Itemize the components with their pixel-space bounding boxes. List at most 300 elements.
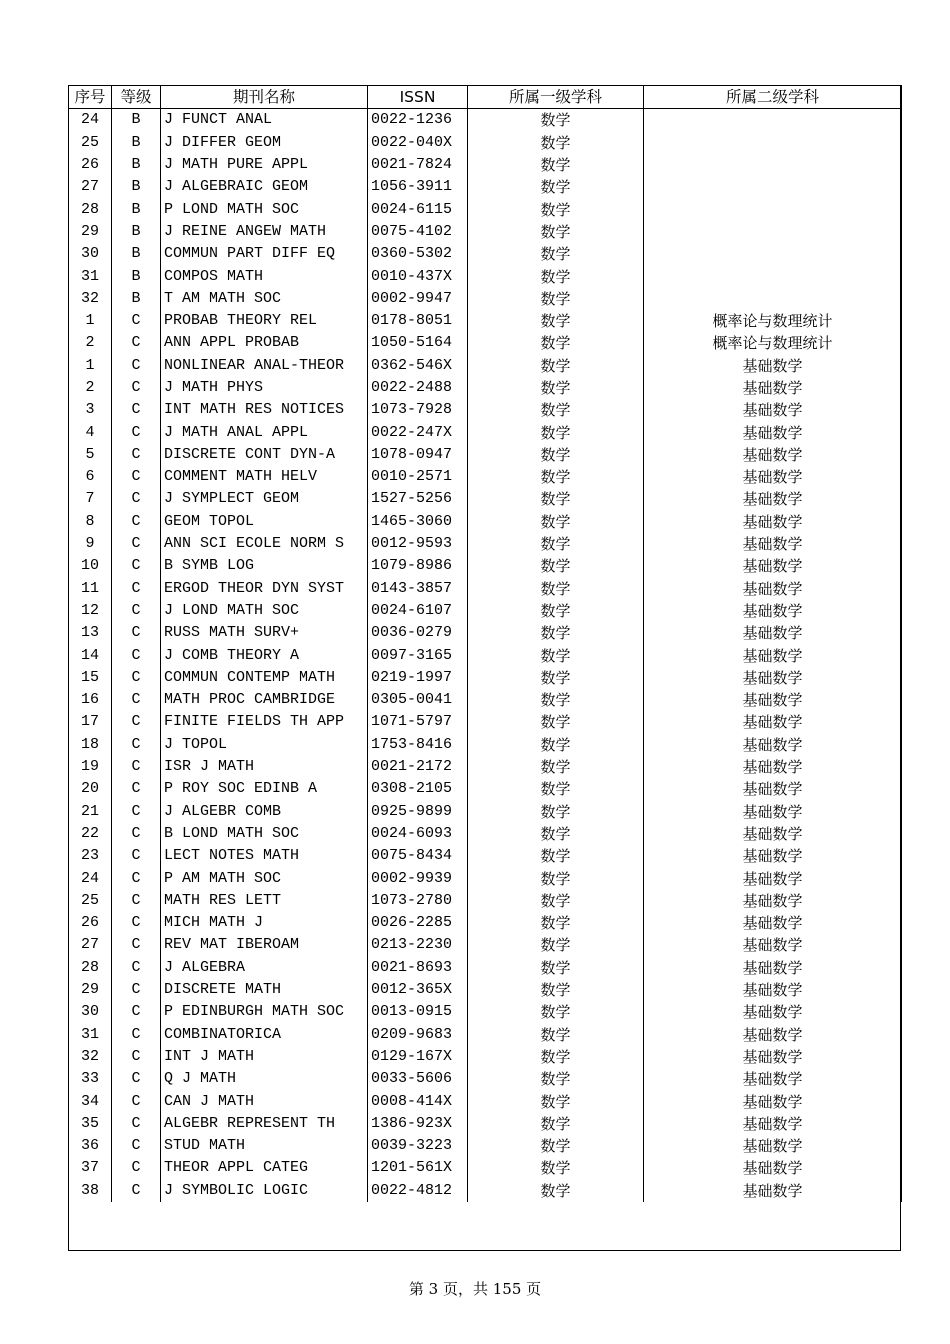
cell-grade: C <box>112 622 161 644</box>
cell-index: 7 <box>69 488 112 510</box>
cell-secondary-discipline: 基础数学 <box>644 399 902 421</box>
table-row <box>69 1113 902 1135</box>
cell-index: 11 <box>69 578 112 600</box>
cell-secondary-discipline: 基础数学 <box>644 867 902 889</box>
cell-index: 23 <box>69 845 112 867</box>
cell-grade: B <box>112 288 161 310</box>
page-footer <box>0 1278 950 1299</box>
cell-index: 18 <box>69 734 112 756</box>
cell-primary-discipline: 数学 <box>468 1090 644 1112</box>
cell-primary-discipline: 数学 <box>468 176 644 198</box>
cell-journal-name: DISCRETE CONT DYN-A <box>161 444 368 466</box>
footer-page-number: 3 <box>428 1280 439 1298</box>
cell-secondary-discipline <box>644 221 902 243</box>
cell-journal-name: ERGOD THEOR DYN SYST <box>161 578 368 600</box>
cell-issn: 1386-923X <box>368 1113 468 1135</box>
cell-journal-name: RUSS MATH SURV+ <box>161 622 368 644</box>
cell-journal-name: P ROY SOC EDINB A <box>161 778 368 800</box>
cell-primary-discipline: 数学 <box>468 622 644 644</box>
cell-journal-name: COMBINATORICA <box>161 1023 368 1045</box>
table-row <box>69 890 902 912</box>
cell-issn: 0075-4102 <box>368 221 468 243</box>
cell-journal-name: COMPOS MATH <box>161 265 368 287</box>
cell-secondary-discipline: 基础数学 <box>644 734 902 756</box>
cell-journal-name: J MATH PURE APPL <box>161 154 368 176</box>
cell-grade: C <box>112 867 161 889</box>
cell-grade: C <box>112 644 161 666</box>
cell-secondary-discipline: 基础数学 <box>644 1113 902 1135</box>
journal-table-container <box>68 85 901 1202</box>
cell-index: 22 <box>69 823 112 845</box>
cell-journal-name: FINITE FIELDS TH APP <box>161 711 368 733</box>
cell-secondary-discipline <box>644 243 902 265</box>
cell-journal-name: THEOR APPL CATEG <box>161 1157 368 1179</box>
cell-primary-discipline: 数学 <box>468 243 644 265</box>
cell-journal-name: PROBAB THEORY REL <box>161 310 368 332</box>
cell-index: 16 <box>69 689 112 711</box>
table-row <box>69 957 902 979</box>
cell-grade: B <box>112 154 161 176</box>
cell-primary-discipline: 数学 <box>468 1023 644 1045</box>
cell-primary-discipline: 数学 <box>468 109 644 132</box>
cell-secondary-discipline: 基础数学 <box>644 377 902 399</box>
table-row <box>69 778 902 800</box>
cell-journal-name: COMMENT MATH HELV <box>161 466 368 488</box>
cell-grade: C <box>112 578 161 600</box>
cell-journal-name: LECT NOTES MATH <box>161 845 368 867</box>
cell-secondary-discipline: 基础数学 <box>644 1046 902 1068</box>
table-row <box>69 466 902 488</box>
cell-issn: 0129-167X <box>368 1046 468 1068</box>
table-row <box>69 399 902 421</box>
cell-issn: 1056-3911 <box>368 176 468 198</box>
cell-secondary-discipline: 基础数学 <box>644 689 902 711</box>
cell-primary-discipline: 数学 <box>468 332 644 354</box>
cell-index: 14 <box>69 644 112 666</box>
cell-grade: C <box>112 778 161 800</box>
cell-primary-discipline: 数学 <box>468 399 644 421</box>
cell-secondary-discipline <box>644 265 902 287</box>
cell-issn: 1079-8986 <box>368 555 468 577</box>
cell-issn: 0008-414X <box>368 1090 468 1112</box>
cell-index: 12 <box>69 600 112 622</box>
cell-issn: 0308-2105 <box>368 778 468 800</box>
cell-secondary-discipline: 基础数学 <box>644 957 902 979</box>
table-row <box>69 644 902 666</box>
cell-grade: C <box>112 711 161 733</box>
table-row <box>69 444 902 466</box>
cell-grade: C <box>112 533 161 555</box>
cell-secondary-discipline <box>644 198 902 220</box>
cell-journal-name: J ALGEBR COMB <box>161 801 368 823</box>
table-row <box>69 578 902 600</box>
cell-issn: 0022-247X <box>368 421 468 443</box>
cell-grade: C <box>112 1023 161 1045</box>
cell-journal-name: J LOND MATH SOC <box>161 600 368 622</box>
table-row <box>69 1023 902 1045</box>
cell-journal-name: COMMUN CONTEMP MATH <box>161 667 368 689</box>
cell-primary-discipline: 数学 <box>468 1113 644 1135</box>
cell-index: 4 <box>69 421 112 443</box>
cell-secondary-discipline <box>644 154 902 176</box>
cell-issn: 0219-1997 <box>368 667 468 689</box>
cell-primary-discipline: 数学 <box>468 310 644 332</box>
header-journal-name: 期刊名称 <box>161 86 368 109</box>
cell-grade: C <box>112 310 161 332</box>
cell-secondary-discipline: 基础数学 <box>644 555 902 577</box>
cell-journal-name: CAN J MATH <box>161 1090 368 1112</box>
cell-grade: C <box>112 756 161 778</box>
cell-secondary-discipline: 基础数学 <box>644 644 902 666</box>
table-row <box>69 310 902 332</box>
cell-issn: 1078-0947 <box>368 444 468 466</box>
cell-primary-discipline: 数学 <box>468 778 644 800</box>
cell-issn: 0026-2285 <box>368 912 468 934</box>
cell-grade: C <box>112 801 161 823</box>
table-row <box>69 934 902 956</box>
cell-journal-name: ALGEBR REPRESENT TH <box>161 1113 368 1135</box>
cell-primary-discipline: 数学 <box>468 578 644 600</box>
cell-grade: C <box>112 667 161 689</box>
cell-secondary-discipline: 基础数学 <box>644 934 902 956</box>
cell-grade: C <box>112 355 161 377</box>
cell-issn: 0022-4812 <box>368 1180 468 1202</box>
cell-journal-name: P EDINBURGH MATH SOC <box>161 1001 368 1023</box>
footer-prefix: 第 <box>408 1280 424 1298</box>
cell-index: 35 <box>69 1113 112 1135</box>
cell-journal-name: J REINE ANGEW MATH <box>161 221 368 243</box>
cell-grade: B <box>112 109 161 132</box>
cell-primary-discipline: 数学 <box>468 979 644 1001</box>
cell-primary-discipline: 数学 <box>468 221 644 243</box>
cell-grade: C <box>112 444 161 466</box>
cell-secondary-discipline <box>644 132 902 154</box>
cell-index: 5 <box>69 444 112 466</box>
cell-secondary-discipline: 基础数学 <box>644 801 902 823</box>
cell-grade: C <box>112 734 161 756</box>
cell-primary-discipline: 数学 <box>468 154 644 176</box>
cell-issn: 0097-3165 <box>368 644 468 666</box>
cell-grade: C <box>112 511 161 533</box>
cell-journal-name: ANN APPL PROBAB <box>161 332 368 354</box>
cell-issn: 1073-7928 <box>368 399 468 421</box>
cell-index: 28 <box>69 198 112 220</box>
cell-secondary-discipline: 基础数学 <box>644 355 902 377</box>
cell-grade: B <box>112 265 161 287</box>
cell-issn: 1753-8416 <box>368 734 468 756</box>
table-body <box>69 109 902 1202</box>
cell-index: 29 <box>69 979 112 1001</box>
cell-secondary-discipline: 基础数学 <box>644 1068 902 1090</box>
cell-journal-name: NONLINEAR ANAL-THEOR <box>161 355 368 377</box>
cell-issn: 0143-3857 <box>368 578 468 600</box>
cell-primary-discipline: 数学 <box>468 801 644 823</box>
cell-issn: 0012-365X <box>368 979 468 1001</box>
table-row <box>69 667 902 689</box>
cell-issn: 0036-0279 <box>368 622 468 644</box>
cell-secondary-discipline: 基础数学 <box>644 511 902 533</box>
cell-secondary-discipline: 基础数学 <box>644 533 902 555</box>
header-primary-discipline: 所属一级学科 <box>468 86 644 109</box>
cell-grade: C <box>112 823 161 845</box>
cell-index: 15 <box>69 667 112 689</box>
cell-index: 1 <box>69 355 112 377</box>
table-row <box>69 154 902 176</box>
table-row <box>69 355 902 377</box>
table-row <box>69 221 902 243</box>
cell-primary-discipline: 数学 <box>468 1135 644 1157</box>
cell-journal-name: GEOM TOPOL <box>161 511 368 533</box>
cell-grade: C <box>112 1001 161 1023</box>
table-row <box>69 488 902 510</box>
cell-journal-name: J DIFFER GEOM <box>161 132 368 154</box>
table-row <box>69 555 902 577</box>
cell-primary-discipline: 数学 <box>468 555 644 577</box>
cell-index: 2 <box>69 332 112 354</box>
cell-primary-discipline: 数学 <box>468 377 644 399</box>
cell-secondary-discipline: 基础数学 <box>644 1023 902 1045</box>
cell-index: 9 <box>69 533 112 555</box>
cell-secondary-discipline: 基础数学 <box>644 622 902 644</box>
table-row <box>69 265 902 287</box>
cell-journal-name: T AM MATH SOC <box>161 288 368 310</box>
cell-secondary-discipline: 基础数学 <box>644 1180 902 1202</box>
cell-primary-discipline: 数学 <box>468 511 644 533</box>
cell-journal-name: J SYMPLECT GEOM <box>161 488 368 510</box>
footer-total-pages: 155 <box>492 1280 522 1298</box>
cell-journal-name: ISR J MATH <box>161 756 368 778</box>
cell-journal-name: J TOPOL <box>161 734 368 756</box>
cell-index: 37 <box>69 1157 112 1179</box>
cell-index: 24 <box>69 109 112 132</box>
header-grade: 等级 <box>112 86 161 109</box>
cell-primary-discipline: 数学 <box>468 1180 644 1202</box>
cell-journal-name: J ALGEBRAIC GEOM <box>161 176 368 198</box>
table-row <box>69 132 902 154</box>
cell-index: 27 <box>69 176 112 198</box>
cell-journal-name: INT MATH RES NOTICES <box>161 399 368 421</box>
table-row <box>69 622 902 644</box>
cell-primary-discipline: 数学 <box>468 756 644 778</box>
cell-primary-discipline: 数学 <box>468 533 644 555</box>
cell-journal-name: COMMUN PART DIFF EQ <box>161 243 368 265</box>
cell-issn: 1050-5164 <box>368 332 468 354</box>
cell-index: 17 <box>69 711 112 733</box>
cell-primary-discipline: 数学 <box>468 466 644 488</box>
table-row <box>69 867 902 889</box>
cell-issn: 0024-6093 <box>368 823 468 845</box>
cell-primary-discipline: 数学 <box>468 890 644 912</box>
cell-journal-name: J FUNCT ANAL <box>161 109 368 132</box>
cell-grade: C <box>112 421 161 443</box>
cell-issn: 1071-5797 <box>368 711 468 733</box>
table-header-row <box>69 86 902 109</box>
cell-issn: 1465-3060 <box>368 511 468 533</box>
cell-index: 24 <box>69 867 112 889</box>
table-row <box>69 801 902 823</box>
cell-secondary-discipline: 基础数学 <box>644 667 902 689</box>
cell-journal-name: B SYMB LOG <box>161 555 368 577</box>
cell-grade: C <box>112 979 161 1001</box>
cell-primary-discipline: 数学 <box>468 644 644 666</box>
cell-index: 29 <box>69 221 112 243</box>
cell-secondary-discipline: 基础数学 <box>644 488 902 510</box>
cell-index: 20 <box>69 778 112 800</box>
cell-primary-discipline: 数学 <box>468 667 644 689</box>
cell-index: 6 <box>69 466 112 488</box>
table-row <box>69 198 902 220</box>
cell-index: 33 <box>69 1068 112 1090</box>
table-row <box>69 1068 902 1090</box>
cell-grade: C <box>112 912 161 934</box>
cell-primary-discipline: 数学 <box>468 845 644 867</box>
cell-grade: C <box>112 1113 161 1135</box>
cell-primary-discipline: 数学 <box>468 355 644 377</box>
table-row <box>69 979 902 1001</box>
cell-index: 36 <box>69 1135 112 1157</box>
table-row <box>69 1001 902 1023</box>
cell-index: 19 <box>69 756 112 778</box>
cell-journal-name: MATH PROC CAMBRIDGE <box>161 689 368 711</box>
cell-issn: 0178-8051 <box>368 310 468 332</box>
cell-grade: B <box>112 176 161 198</box>
cell-journal-name: J SYMBOLIC LOGIC <box>161 1180 368 1202</box>
cell-secondary-discipline: 基础数学 <box>644 756 902 778</box>
cell-issn: 0305-0041 <box>368 689 468 711</box>
cell-primary-discipline: 数学 <box>468 1046 644 1068</box>
table-row <box>69 845 902 867</box>
cell-secondary-discipline: 概率论与数理统计 <box>644 332 902 354</box>
cell-grade: C <box>112 488 161 510</box>
cell-grade: C <box>112 890 161 912</box>
cell-issn: 0033-5606 <box>368 1068 468 1090</box>
cell-issn: 0075-8434 <box>368 845 468 867</box>
cell-journal-name: STUD MATH <box>161 1135 368 1157</box>
cell-index: 30 <box>69 243 112 265</box>
cell-primary-discipline: 数学 <box>468 734 644 756</box>
cell-grade: C <box>112 399 161 421</box>
cell-secondary-discipline: 基础数学 <box>644 845 902 867</box>
cell-index: 30 <box>69 1001 112 1023</box>
cell-secondary-discipline <box>644 109 902 132</box>
cell-index: 25 <box>69 132 112 154</box>
cell-index: 38 <box>69 1180 112 1202</box>
cell-primary-discipline: 数学 <box>468 600 644 622</box>
cell-primary-discipline: 数学 <box>468 288 644 310</box>
cell-index: 32 <box>69 288 112 310</box>
cell-secondary-discipline: 基础数学 <box>644 600 902 622</box>
cell-grade: C <box>112 1135 161 1157</box>
cell-primary-discipline: 数学 <box>468 132 644 154</box>
cell-index: 10 <box>69 555 112 577</box>
cell-primary-discipline: 数学 <box>468 265 644 287</box>
cell-primary-discipline: 数学 <box>468 444 644 466</box>
cell-issn: 0024-6115 <box>368 198 468 220</box>
footer-mid: 页，共 <box>442 1280 488 1298</box>
cell-secondary-discipline: 基础数学 <box>644 890 902 912</box>
cell-issn: 1201-561X <box>368 1157 468 1179</box>
cell-secondary-discipline <box>644 288 902 310</box>
table-row <box>69 533 902 555</box>
cell-index: 3 <box>69 399 112 421</box>
cell-primary-discipline: 数学 <box>468 934 644 956</box>
cell-issn: 0021-2172 <box>368 756 468 778</box>
cell-journal-name: INT J MATH <box>161 1046 368 1068</box>
cell-primary-discipline: 数学 <box>468 912 644 934</box>
table-row <box>69 823 902 845</box>
cell-grade: C <box>112 934 161 956</box>
cell-journal-name: P AM MATH SOC <box>161 867 368 889</box>
cell-grade: C <box>112 1068 161 1090</box>
cell-index: 26 <box>69 912 112 934</box>
table-row <box>69 332 902 354</box>
cell-secondary-discipline: 基础数学 <box>644 421 902 443</box>
cell-grade: C <box>112 377 161 399</box>
cell-index: 25 <box>69 890 112 912</box>
cell-issn: 1073-2780 <box>368 890 468 912</box>
cell-issn: 0022-2488 <box>368 377 468 399</box>
cell-secondary-discipline: 基础数学 <box>644 1090 902 1112</box>
cell-secondary-discipline: 基础数学 <box>644 444 902 466</box>
cell-index: 27 <box>69 934 112 956</box>
cell-index: 13 <box>69 622 112 644</box>
cell-index: 2 <box>69 377 112 399</box>
cell-issn: 1527-5256 <box>368 488 468 510</box>
cell-secondary-discipline: 基础数学 <box>644 1135 902 1157</box>
table-row <box>69 511 902 533</box>
cell-grade: C <box>112 1046 161 1068</box>
table-row <box>69 734 902 756</box>
cell-index: 31 <box>69 1023 112 1045</box>
table-row <box>69 109 902 132</box>
cell-index: 28 <box>69 957 112 979</box>
cell-secondary-discipline <box>644 176 902 198</box>
table-row <box>69 243 902 265</box>
journal-table <box>68 85 902 1202</box>
cell-issn: 0002-9939 <box>368 867 468 889</box>
cell-journal-name: REV MAT IBEROAM <box>161 934 368 956</box>
cell-primary-discipline: 数学 <box>468 421 644 443</box>
cell-grade: C <box>112 555 161 577</box>
cell-issn: 0213-2230 <box>368 934 468 956</box>
cell-secondary-discipline: 基础数学 <box>644 823 902 845</box>
cell-grade: C <box>112 957 161 979</box>
cell-issn: 0012-9593 <box>368 533 468 555</box>
cell-primary-discipline: 数学 <box>468 1001 644 1023</box>
cell-secondary-discipline: 基础数学 <box>644 1001 902 1023</box>
table-row <box>69 1180 902 1202</box>
cell-grade: C <box>112 1157 161 1179</box>
table-row <box>69 176 902 198</box>
cell-journal-name: J ALGEBRA <box>161 957 368 979</box>
cell-secondary-discipline: 基础数学 <box>644 711 902 733</box>
table-row <box>69 1135 902 1157</box>
cell-grade: C <box>112 1180 161 1202</box>
cell-primary-discipline: 数学 <box>468 198 644 220</box>
cell-index: 34 <box>69 1090 112 1112</box>
cell-index: 21 <box>69 801 112 823</box>
cell-primary-discipline: 数学 <box>468 1068 644 1090</box>
cell-grade: B <box>112 221 161 243</box>
cell-issn: 0024-6107 <box>368 600 468 622</box>
cell-grade: C <box>112 332 161 354</box>
cell-grade: C <box>112 600 161 622</box>
cell-primary-discipline: 数学 <box>468 867 644 889</box>
cell-issn: 0021-8693 <box>368 957 468 979</box>
cell-issn: 0362-546X <box>368 355 468 377</box>
cell-secondary-discipline: 基础数学 <box>644 466 902 488</box>
footer-suffix: 页 <box>526 1280 542 1298</box>
